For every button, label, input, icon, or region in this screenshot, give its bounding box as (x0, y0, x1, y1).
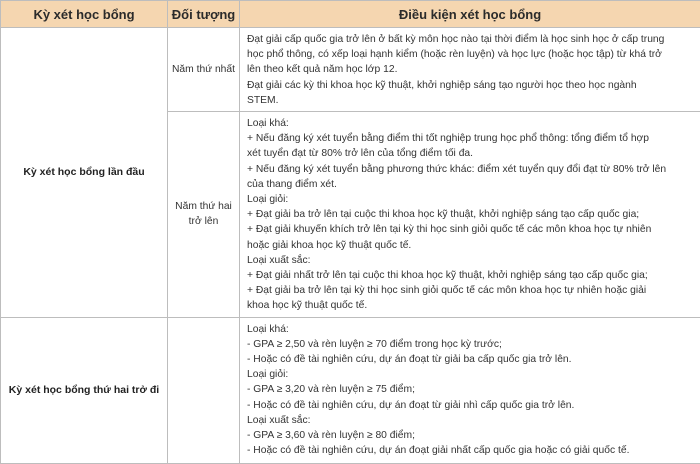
round-first: Kỳ xét học bổng lần đầu (1, 28, 168, 318)
condition-line: khoa học kỹ thuật quốc tế. (247, 298, 694, 313)
target-second-year (168, 112, 240, 318)
condition-line: Loại xuất sắc: (247, 413, 694, 428)
condition-line: hoặc giải khoa học kỹ thuật quốc tế. (247, 238, 694, 253)
table-row (1, 317, 700, 463)
condition-line: - Hoặc có đề tài nghiên cứu, dự án đoạt giải nhất cấp quốc gia hoặc có giải quốc tế. (247, 443, 694, 458)
target-first-year (168, 28, 240, 112)
table-row (1, 28, 700, 112)
condition-line: Đạt giải cấp quốc gia trở lên ở bất kỳ môn học nào tại thời điểm là học sinh học ở cấp trung (247, 32, 694, 47)
condition-line: Loại giỏi: (247, 367, 694, 382)
condition-line: + Đạt giải nhất trở lên tại cuộc thi khoa học kỹ thuật, khởi nghiệp sáng tạo cấp quốc gia; (247, 268, 694, 283)
condition-line: lên theo kết quả năm học lớp 12. (247, 62, 694, 77)
round-second-onward: Kỳ xét học bổng thứ hai trở đi (1, 317, 168, 463)
condition-line: học phổ thông, có xếp loại hạnh kiểm (hoặc rèn luyện) và học lực (hoặc học tập) từ khá trở (247, 47, 694, 62)
condition-line: Loại giỏi: (247, 192, 694, 207)
condition-line: - GPA ≥ 3,60 và rèn luyện ≥ 80 điểm; (247, 428, 694, 443)
target-empty (168, 317, 240, 463)
condition-line: STEM. (247, 93, 694, 108)
conditions-second-year (240, 112, 700, 318)
target-line: Năm thứ nhất (168, 62, 239, 77)
target-line: trở lên (168, 214, 239, 229)
header-round: Kỳ xét học bổng (1, 1, 168, 28)
condition-line: - GPA ≥ 3,20 và rèn luyện ≥ 75 điểm; (247, 382, 694, 397)
condition-line: + Nếu đăng ký xét tuyển bằng điểm thi tốt nghiệp trung học phổ thông: tổng điểm tổ hợp (247, 131, 694, 146)
table-header-row (1, 1, 700, 28)
condition-line: xét tuyển đạt từ 80% trở lên của tổng điểm tối đa. (247, 146, 694, 161)
condition-line: - Hoặc có đề tài nghiên cứu, dự án đoạt từ giải nhì cấp quốc gia trở lên. (247, 398, 694, 413)
condition-line: + Nếu đăng ký xét tuyển bằng phương thức khác: điểm xét tuyển quy đổi đạt từ 80% trở lên (247, 162, 694, 177)
condition-line: - GPA ≥ 2,50 và rèn luyện ≥ 70 điểm trong học kỳ trước; (247, 337, 694, 352)
header-conditions: Điều kiện xét học bổng (240, 1, 700, 28)
conditions-first-year (240, 28, 700, 112)
condition-line: Loại khá: (247, 322, 694, 337)
condition-line: + Đạt giải ba trở lên tại kỳ thi học sinh giỏi quốc tế các môn khoa học tự nhiên hoặc giải (247, 283, 694, 298)
condition-line: - Hoặc có đề tài nghiên cứu, dự án đoạt từ giải ba cấp quốc gia trở lên. (247, 352, 694, 367)
condition-line: Đạt giải các kỳ thi khoa học kỹ thuật, khởi nghiệp sáng tạo người học theo học ngành (247, 78, 694, 93)
condition-line: của thang điểm xét. (247, 177, 694, 192)
header-target: Đối tượng (168, 1, 240, 28)
condition-line: Loại xuất sắc: (247, 253, 694, 268)
condition-line: + Đạt giải ba trở lên tại cuộc thi khoa học kỹ thuật, khởi nghiệp sáng tạo cấp quốc gia; (247, 207, 694, 222)
target-line: Năm thứ hai (168, 199, 239, 214)
condition-line: Loại khá: (247, 116, 694, 131)
conditions-second-onward (240, 317, 700, 463)
condition-line: + Đạt giải khuyến khích trở lên tại kỳ thi học sinh giỏi quốc tế các môn khoa học tự nhiên (247, 222, 694, 237)
